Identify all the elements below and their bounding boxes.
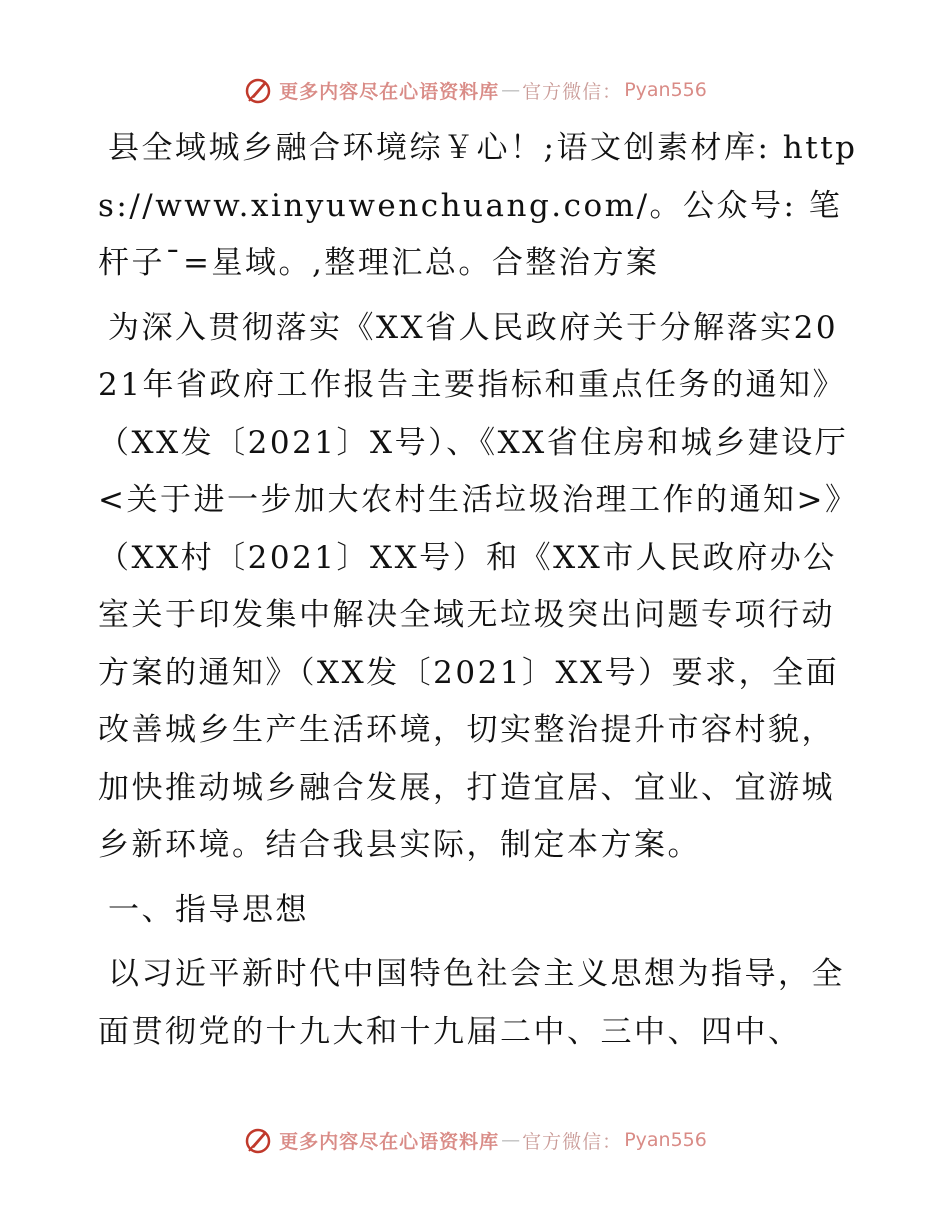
watermark-wechat-account: Pyan556 [624, 79, 707, 101]
body-paragraph-1: 为深入贯彻落实《XX省人民政府关于分解落实2021年省政府工作报告主要指标和重点任务的通知》（XX发〔2021〕X号）、《XX省住房和城乡建设厅<关于进一步加大农村生活垃圾治理工作的通知>》（XX村〔2021〕XX号）和《XX市人民政府办公室关于印发集中解决全域无垃圾突出问题专项行动方案的通知》（XX发〔2021〕XX号）要求，全面改善城乡生产生活环境，切实整治提升市容村貌，加快推动城乡融合发展，打造宜居、宜业、宜游城乡新环境。结合我县实际，制定本方案。 [98, 309, 849, 863]
watermark-header [0, 70, 950, 110]
watermark-dash: — [501, 79, 521, 101]
quill-logo-icon [243, 1125, 273, 1155]
watermark-dash: — [501, 1129, 521, 1151]
body-paragraph-2: 以习近平新时代中国特色社会主义思想为指导，全面贯彻党的十九大和十九届二中、三中、四中、 [98, 956, 845, 1050]
watermark-brand-text: 更多内容尽在心语资料库 [279, 1130, 500, 1153]
watermark-wechat-account: Pyan556 [624, 1129, 707, 1151]
watermark-footer [0, 1120, 950, 1160]
watermark-wechat-label: 官方微信： [522, 80, 623, 103]
document-title-paragraph: 县全域城乡融合环境综￥心！;语文创素材库: https://www.xinyuwenchuang.com/。公众号: 笔杆子¯=星域。,整理汇总。合整治方案 [98, 130, 858, 281]
watermark-brand-text: 更多内容尽在心语资料库 [279, 80, 500, 103]
document-body [98, 120, 858, 1061]
section-heading-1: 一、指导思想 [108, 891, 309, 928]
watermark-wechat-label: 官方微信： [522, 1130, 623, 1153]
quill-logo-icon [243, 75, 273, 105]
